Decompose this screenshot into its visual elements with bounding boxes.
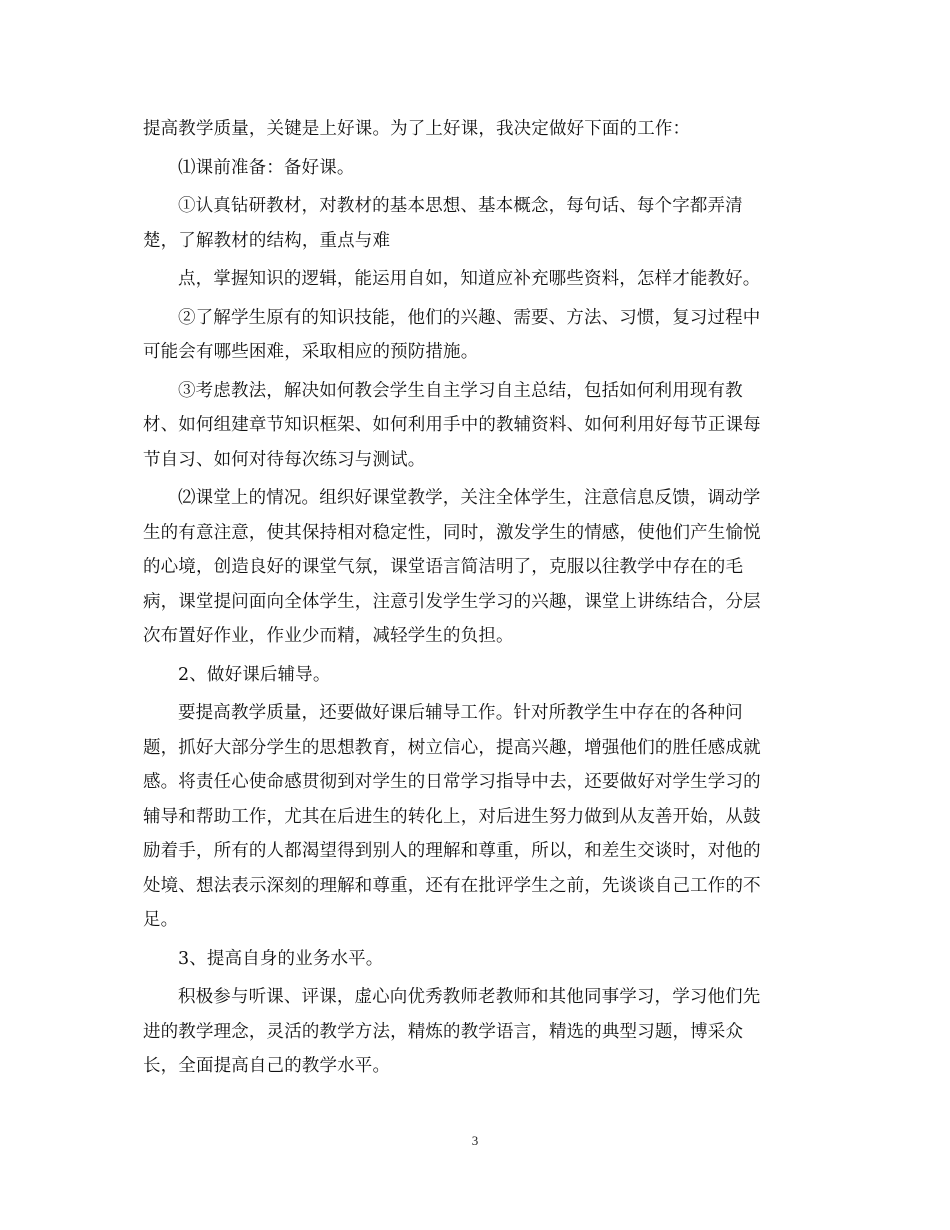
text-line: 要提高教学质量，还要做好课后辅导工作。针对所教学生中存在的各种问 [178,703,743,723]
body-text [143,112,811,1084]
text-line: 可能会有哪些困难，采取相应的预防措施。 [143,342,479,362]
text-line: ①认真钻研教材，对教材的基本思想、基本概念，每句话、每个字都弄清 [178,196,743,216]
text-line: 长，全面提高自己的教学水平。 [143,1056,391,1076]
text-line: 励着手，所有的人都渴望得到别人的理解和尊重，所以，和差生交谈时，对他的 [143,841,761,861]
text-line: 进的教学理念，灵活的教学方法，精炼的教学语言，精选的典型习题，博采众 [143,1021,744,1042]
text-line: ②了解学生原有的知识技能，他们的兴趣、需要、方法、习惯，复习过程中 [178,307,761,328]
text-line: 辅导和帮助工作，尤其在后进生的转化上，对后进生努力做到从友善开始，从鼓 [143,806,761,827]
text-line: 处境、想法表示深刻的理解和尊重，还有在批评学生之前，先谈谈自己工作的不 [143,875,761,896]
text-line: 次布置好作业，作业少而精，减轻学生的负担。 [143,626,514,646]
text-line: 生的有意注意，使其保持相对稳定性，同时，激发学生的情感，使他们产生愉悦 [143,522,761,543]
text-line: ⑵课堂上的情况。组织好课堂教学，关注全体学生，注意信息反馈，调动学 [178,488,761,508]
text-line: 的心境，创造良好的课堂气氛，课堂语言简洁明了，克服以往教学中存在的毛 [143,557,744,577]
section-heading: ⑴课前准备：备好课。 [178,157,355,178]
text-line: 材、如何组建章节知识框架、如何利用手中的教辅资料、如何利用好每节正课每 [143,415,761,435]
text-line: 点，掌握知识的逻辑，能运用自如，知道应补充哪些资料，怎样才能教好。 [178,269,761,289]
text-line: 足。 [143,910,179,930]
text-line: 题，抓好大部分学生的思想教育，树立信心，提高兴趣，增强他们的胜任感成就 [143,737,761,758]
text-line: 感。将责任心使命感贯彻到对学生的日常学习指导中去，还要做好对学生学习的 [143,772,761,792]
text-line: 积极参与听课、评课，虚心向优秀教师老教师和其他同事学习，学习他们先 [178,987,761,1007]
section-heading: 3、提高自身的业务水平。 [178,948,384,969]
text-line: ③考虑教法，解决如何教会学生自主学习自主总结，包括如何利用现有教 [178,380,743,401]
section-heading: 2、做好课后辅导。 [178,664,331,685]
text-line: 楚，了解教材的结构，重点与难 [143,230,391,251]
page-number: 3 [471,1133,479,1148]
text-line: 病，课堂提问面向全体学生，注意引发学生学习的兴趣，课堂上讲练结合，分层 [143,591,761,612]
text-line: 提高教学质量，关键是上好课。为了上好课，我决定做好下面的工作： [143,119,691,139]
text-line: 节自习、如何对待每次练习与测试。 [143,449,426,470]
